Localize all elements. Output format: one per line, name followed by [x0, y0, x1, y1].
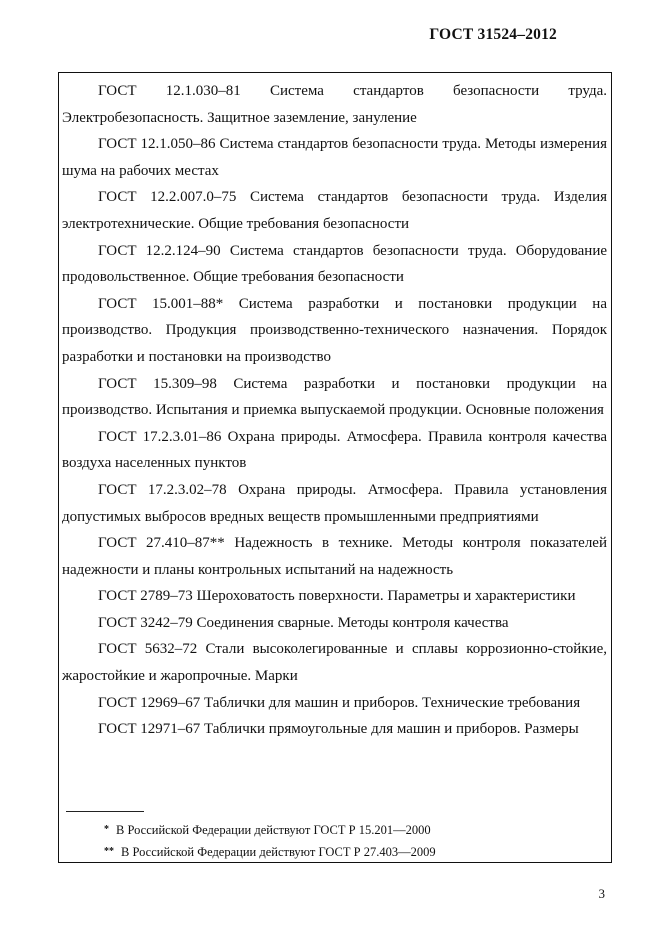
- footnote-text: В Российской Федерации действуют ГОСТ Р 15.201—2000: [116, 823, 431, 837]
- footnote-separator: [66, 811, 144, 812]
- reference-entry: ГОСТ 15.309–98 Система разработки и постановки продукции на производство. Испытания и приемка выпускаемой продукции. Основные положения: [62, 375, 607, 419]
- reference-entry: ГОСТ 17.2.3.01–86 Охрана природы. Атмосфера. Правила контроля качества воздуха населенных пунктов: [62, 428, 607, 472]
- reference-entry: ГОСТ 3242–79 Соединения сварные. Методы контроля качества: [98, 614, 509, 631]
- footnote: [104, 822, 431, 838]
- reference-entry: ГОСТ 2789–73 Шероховатость поверхности. Параметры и характеристики: [98, 588, 576, 605]
- page-number: 3: [598, 886, 605, 901]
- reference-entry: ГОСТ 12971–67 Таблички прямоугольные для машин и приборов. Размеры: [98, 721, 579, 738]
- reference-entry: ГОСТ 17.2.3.02–78 Охрана природы. Атмосфера. Правила установления допустимых выбросов вредных веществ промышленными предприятиями: [62, 481, 607, 525]
- footnote-mark: **: [104, 846, 114, 857]
- reference-entry: ГОСТ 12.2.007.0–75 Система стандартов безопасности труда. Изделия электротехнические. Общие требования безопасности: [62, 189, 607, 232]
- reference-entry: ГОСТ 12.2.124–90 Система стандартов безопасности труда. Оборудование продовольственное. Общие требования безопасности: [62, 242, 607, 286]
- reference-entry: ГОСТ 12.1.030–81 Система стандартов безопасности труда. Электробезопасность. Защитное заземление, зануление: [62, 83, 607, 126]
- reference-entry: ГОСТ 12.1.050–86 Система стандартов безопасности труда. Методы измерения шума на рабочих местах: [62, 136, 607, 179]
- reference-entry: ГОСТ 12969–67 Таблички для машин и приборов. Технические требования: [98, 694, 581, 711]
- footnote: [104, 844, 436, 860]
- footnote-text: В Российской Федерации действуют ГОСТ Р 27.403—2009: [121, 845, 436, 859]
- footnote-mark: *: [104, 824, 109, 835]
- normative-references-list: [62, 78, 607, 743]
- reference-entry: ГОСТ 15.001–88* Система разработки и постановки продукции на производство. Продукция производственно-технического назначения. Порядок разработки и постановки на производство: [62, 295, 607, 365]
- document-code-header: ГОСТ 31524–2012: [429, 26, 557, 43]
- reference-entry: ГОСТ 27.410–87** Надежность в технике. Методы контроля показателей надежности и планы контрольных испытаний на надежность: [62, 535, 607, 578]
- reference-entry: ГОСТ 5632–72 Стали высоколегированные и сплавы коррозионно-стойкие, жаростойкие и жаропрочные. Марки: [62, 641, 607, 685]
